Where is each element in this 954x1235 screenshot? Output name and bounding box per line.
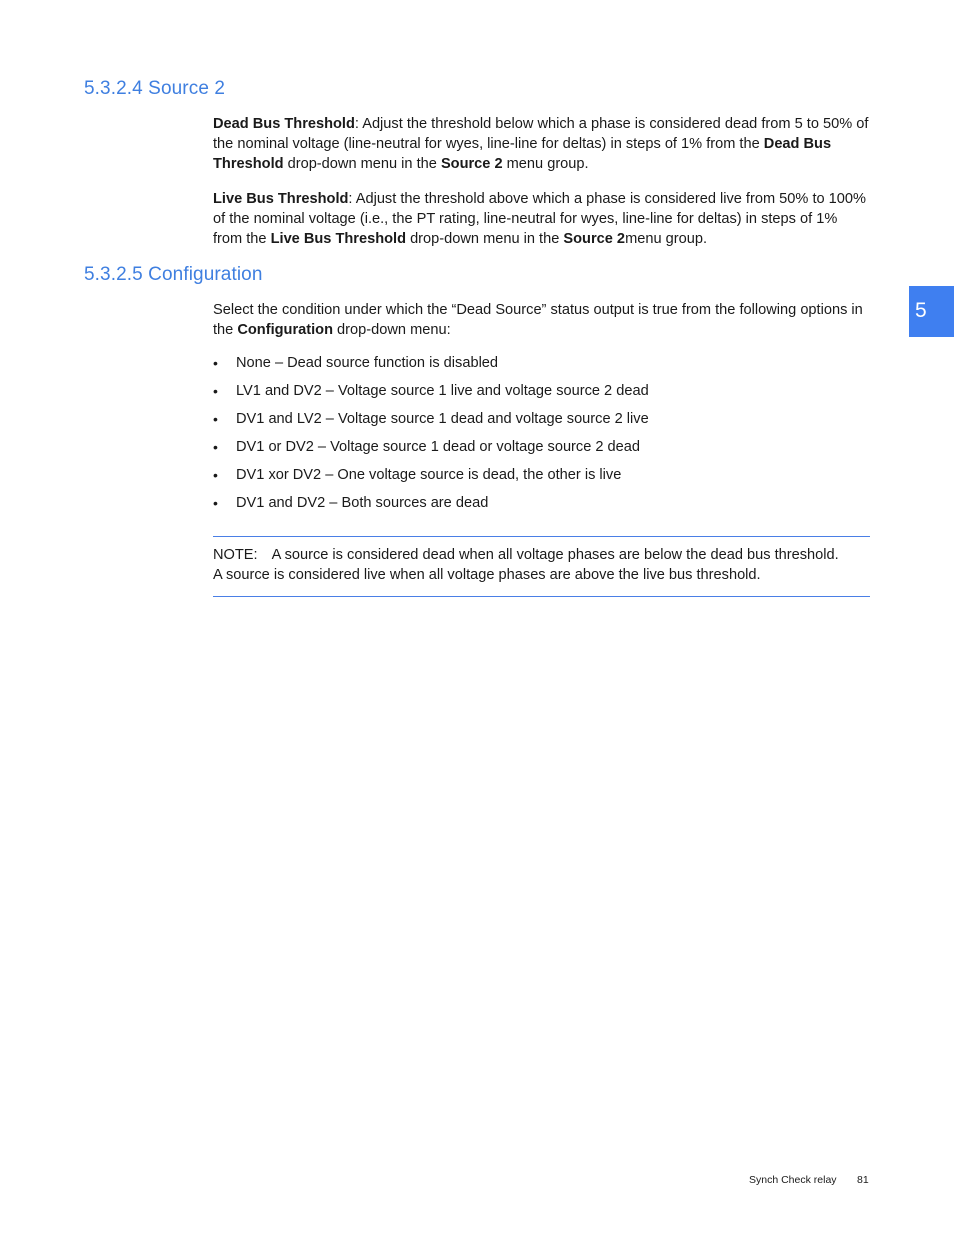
- note-text-dead: A source is considered dead when all voltage phases are below the dead bus threshold.: [271, 547, 839, 563]
- term-source-2: Source 2: [563, 231, 626, 247]
- configuration-options-list: [213, 353, 870, 521]
- term-source-2: Source 2: [440, 156, 503, 172]
- term-dead-bus-threshold: Dead Bus Threshold: [213, 116, 355, 132]
- list-item-text: LV1 and DV2 – Voltage source 1 live and voltage source 2 dead: [236, 383, 649, 399]
- list-item: [213, 465, 870, 493]
- bullet-icon: •: [213, 467, 218, 483]
- section-heading-configuration: 5.3.2.5 Configuration: [84, 264, 263, 285]
- text-run: drop-down menu in the: [283, 156, 441, 172]
- list-item-text: DV1 xor DV2 – One voltage source is dead, the other is live: [236, 467, 622, 483]
- text-run: drop-down menu in the: [406, 231, 564, 247]
- term-dead-bus-threshold-menu: Dead Bus Threshold: [213, 136, 832, 172]
- footer-title: Synch Check relay: [749, 1174, 837, 1186]
- list-item: [213, 409, 870, 437]
- configuration-intro-paragraph: [213, 300, 870, 340]
- live-bus-threshold-paragraph: [213, 189, 870, 249]
- term-configuration: Configuration: [237, 322, 333, 338]
- bullet-icon: •: [213, 439, 218, 455]
- list-item-text: DV1 and LV2 – Voltage source 1 dead and voltage source 2 live: [236, 411, 649, 427]
- text-run: drop-down menu:: [333, 322, 451, 338]
- list-item: [213, 381, 870, 409]
- term-live-bus-threshold: Live Bus Threshold: [213, 191, 349, 207]
- bullet-icon: •: [213, 411, 218, 427]
- text-run: : Adjust the threshold below which a phase is considered dead from 5 to 50% of the nominal voltage (line-neutral for wyes, line-line for deltas) in steps of 1% from the: [213, 116, 869, 152]
- note-top-divider: [213, 536, 870, 537]
- text-run: menu group.: [625, 231, 708, 247]
- note-text-live: A source is considered live when all voltage phases are above the live bus threshold.: [213, 567, 761, 583]
- text-run: menu group.: [502, 156, 589, 172]
- note-bottom-divider: [213, 596, 870, 597]
- section-heading-source-2: 5.3.2.4 Source 2: [84, 78, 226, 99]
- chapter-tab: 5: [909, 286, 954, 337]
- dead-bus-threshold-paragraph: [213, 114, 870, 174]
- list-item-text: DV1 and DV2 – Both sources are dead: [236, 495, 489, 511]
- note-line-1: [213, 545, 870, 565]
- list-item: [213, 353, 870, 381]
- list-item: [213, 493, 870, 521]
- text-run: Select the condition under which the “Dead Source” status output is true from the following options in the: [213, 302, 863, 338]
- list-item-text: DV1 or DV2 – Voltage source 1 dead or voltage source 2 dead: [236, 439, 641, 455]
- text-run: : Adjust the threshold above which a phase is considered live from 50% to 100% of the nominal voltage (i.e., the PT rating, line-neutral for wyes, line-line for deltas) in steps of 1% from the: [213, 191, 866, 247]
- bullet-icon: •: [213, 495, 218, 511]
- bullet-icon: •: [213, 355, 218, 371]
- term-live-bus-threshold-menu: Live Bus Threshold: [270, 231, 407, 247]
- page-number: 81: [857, 1174, 869, 1186]
- note-label: NOTE:: [213, 547, 258, 563]
- note-box: [213, 545, 870, 585]
- list-item-text: None – Dead source function is disabled: [236, 355, 499, 371]
- list-item: [213, 437, 870, 465]
- bullet-icon: •: [213, 383, 218, 399]
